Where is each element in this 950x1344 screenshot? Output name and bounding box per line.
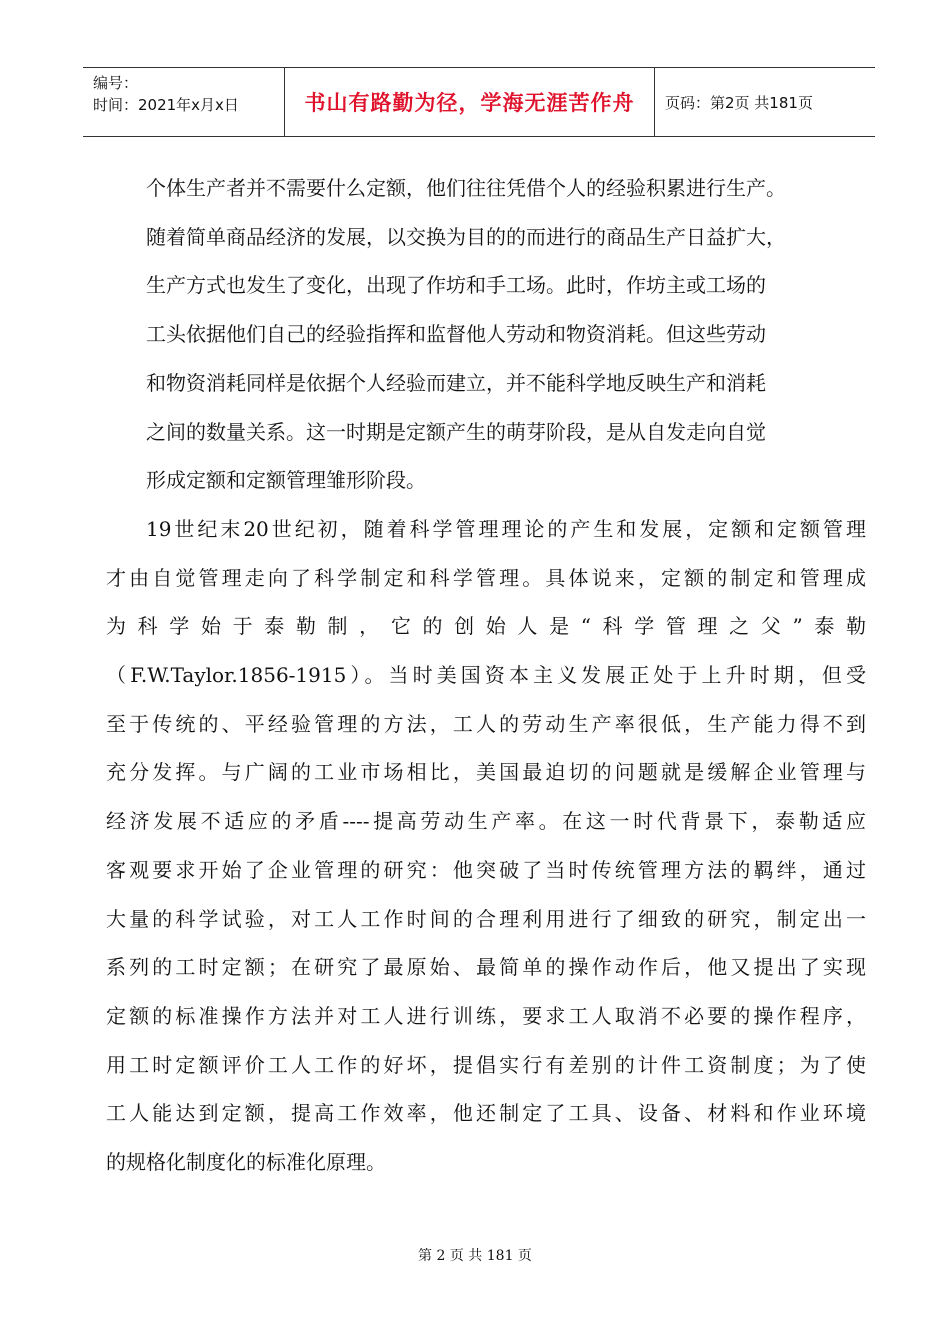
paragraph-line: 工人能达到定额，提高工作效率，他还制定了工具、设备、材料和作业环境 (106, 1101, 866, 1126)
paragraph-line: 经济发展不适应的矛盾----提高劳动生产率。在这一时代背景下，泰勒适应 (106, 809, 866, 834)
paragraph-line: 的规格化制度化的标准化原理。 (106, 1150, 386, 1175)
paragraph-line: 为科学始于泰勒制，它的创始人是“科学管理之父”泰勒 (106, 614, 866, 639)
paragraph-line: 19世纪末20世纪初，随着科学管理理论的产生和发展，定额和定额管理 (146, 516, 866, 541)
paragraph-line: 之间的数量关系。这一时期是定额产生的萌芽阶段，是从自发走向自觉 (146, 419, 766, 444)
paragraph-2 (106, 505, 866, 1187)
paragraph-1 (106, 164, 866, 505)
paragraph-line: 用工时定额评价工人工作的好坏，提倡实行有差别的计件工资制度；为了使 (106, 1052, 866, 1077)
document-time-label: 时间：2021年x月x日 (93, 96, 239, 114)
paragraph-line: 大量的科学试验，对工人工作时间的合理利用进行了细致的研究，制定出一 (106, 906, 866, 931)
paragraph-line: 客观要求开始了企业管理的研究：他突破了当时传统管理方法的羁绊，通过 (106, 857, 866, 882)
document-number-label: 编号： (93, 74, 139, 92)
paragraph-line: 和物资消耗同样是依据个人经验而建立，并不能科学地反映生产和消耗 (146, 370, 766, 395)
page-header (83, 67, 875, 137)
paragraph-line: 定额的标准操作方法并对工人进行训练，要求工人取消不必要的操作程序， (106, 1003, 866, 1028)
paragraph-line: 个体生产者并不需要什么定额，他们往往凭借个人的经验积累进行生产。 (146, 176, 786, 200)
header-motto: 书山有路勤为径，学海无涯苦作舟 (304, 91, 635, 115)
paragraph-line: 形成定额和定额管理雏形阶段。 (146, 468, 426, 493)
paragraph-line: 随着简单商品经济的发展，以交换为目的的而进行的商品生产日益扩大， (146, 224, 786, 249)
footer-page-number: 第 2 页 共 181 页 (418, 1248, 532, 1264)
header-meta-cell (83, 68, 285, 136)
page-footer (0, 1245, 950, 1265)
header-motto-cell (285, 68, 655, 136)
paragraph-line: 系列的工时定额；在研究了最原始、最简单的操作动作后，他又提出了实现 (106, 955, 866, 980)
header-page-cell (655, 68, 875, 136)
paragraph-line: 生产方式也发生了变化，出现了作坊和手工场。此时，作坊主或工场的 (146, 273, 766, 298)
paragraph-line: 工头依据他们自己的经验指挥和监督他人劳动和物资消耗。但这些劳动 (146, 322, 766, 347)
header-page-info: 页码：第2页 共181页 (665, 93, 813, 112)
paragraph-line: 充分发挥。与广阔的工业市场相比，美国最迫切的问题就是缓解企业管理与 (106, 760, 866, 785)
paragraph-line: 至于传统的、平经验管理的方法，工人的劳动生产率很低，生产能力得不到 (106, 711, 866, 736)
paragraph-line: （F.W.Taylor.1856-1915）。当时美国资本主义发展正处于上升时期，但受 (106, 663, 866, 688)
paragraph-line: 才由自觉管理走向了科学制定和科学管理。具体说来，定额的制定和管理成 (106, 565, 866, 590)
document-body (106, 164, 866, 1187)
